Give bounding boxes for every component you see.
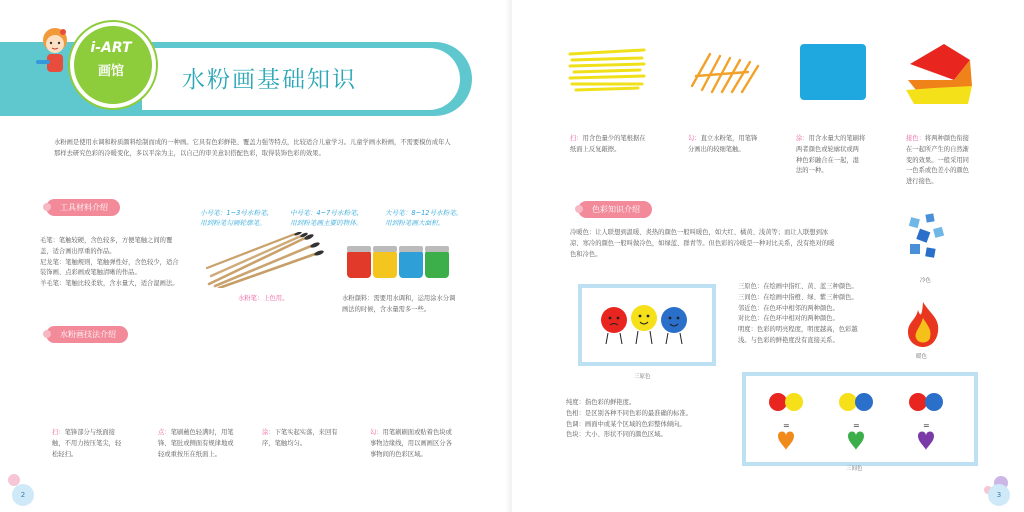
intro-paragraph: [54, 138, 494, 159]
color-definitions-2: [566, 398, 736, 441]
stroke-line: 纸面上反复敲擦。: [570, 145, 621, 153]
def-line: 色调：画面中或某个区域的色彩整体倾向。: [566, 420, 686, 428]
paint-caption-line: 画法的时候，含水量需多一些。: [342, 305, 431, 313]
warm-color-icon: [904, 300, 942, 348]
stroke-paint-desc: [796, 134, 880, 177]
svg-text:=: =: [783, 421, 790, 430]
stroke-line: 两者颜色或轮廓状或两: [796, 145, 859, 153]
stroke-line: 在一起所产生的自然渐: [906, 145, 969, 153]
technique-label: 勾：: [370, 429, 383, 436]
page-number-left: 2: [12, 484, 34, 506]
technique-sweep: [52, 428, 152, 460]
primary-colors-illustration: [590, 298, 704, 352]
para-line: 冷暖色：让人联想到温暖、炎热的颜色一般叫暖色，如大红、橘黄、浅黄等；而让人联想到冰: [570, 229, 829, 236]
intro-line: 那样去研究色彩的冷暖变化，多以平涂为主，以自己的审美意识搭配色彩，取得装饰色彩的效果。: [54, 149, 325, 157]
paint-caption: [342, 294, 482, 316]
intro-line: 水粉画是使用水调和粉质颜料绘制而成的一种画。它具有色彩鲜艳、覆盖力强等特点，比较适合儿童学习。儿童学画水粉画，不需要模仿成年人: [54, 139, 451, 146]
brush-desc-line: 毛笔：笔触较硬，含色较多，方便笔触之间的覆: [40, 237, 173, 244]
technique-line: 事物边缘线，用以画画区分各: [370, 439, 452, 447]
stroke-line: 分画出的较细笔触。: [688, 145, 745, 153]
warm-cold-paragraph: [570, 228, 870, 260]
brush-types-text: [40, 236, 200, 290]
technique-line: 事物间的色彩区域。: [370, 450, 427, 458]
page-title: 水粉画基础知识: [182, 67, 357, 93]
svg-text:=: =: [853, 421, 860, 430]
note-line: 小号笔：1~3号水粉笔，: [200, 209, 274, 217]
note-line: 用到粉笔画大面积。: [385, 219, 445, 227]
def-line: 纯度：指色彩的鲜艳度。: [566, 399, 636, 406]
stroke-line: 将两种颜色衔接: [924, 135, 969, 142]
stroke-line: 用含色量少的笔根据在: [582, 135, 646, 142]
stroke-blend-desc: [906, 134, 1002, 188]
right-page: [512, 0, 1024, 512]
brush-caption: [238, 294, 288, 305]
stroke-label: 接色：: [906, 135, 925, 142]
logo-subtext: 画馆: [97, 64, 124, 79]
technique-line: 序，笔触均匀。: [262, 439, 307, 447]
paint-stroke-sample: [800, 44, 866, 100]
technique-line: 下笔实起实落，来回有: [274, 429, 338, 436]
stroke-line: 直立水粉笔，用笔锋: [700, 135, 758, 142]
color-knowledge-tag: 色彩知识介绍: [578, 201, 652, 218]
brush-desc-line: 盖，适合画出厚重的作品。: [40, 247, 116, 255]
small-brush-note: [200, 208, 273, 228]
note-line: 用到粉笔画主要的物体。: [290, 219, 363, 227]
brush-desc-line: 羊毛笔：笔触比较柔软，含水量大，适合湿画法。: [40, 280, 179, 288]
stroke-outline-desc: [688, 134, 780, 156]
stroke-line: 用含水量大的笔刷将: [808, 135, 866, 142]
note-line: 中号笔：4~7号水粉笔，: [290, 209, 364, 217]
note-line: 大号笔：8~12号水粉笔，: [385, 209, 463, 217]
cold-color-icon: [904, 212, 950, 264]
para-line: 凉、寒冷的颜色一般叫做冷色，如绿蓝、群青等。但色彩的冷暖是一种对比关系，没有绝对的暖: [570, 239, 835, 247]
stroke-line: 变的效果。一般采用同: [906, 156, 969, 164]
stroke-line: 种色彩融合在一起，湿: [796, 156, 859, 164]
brushes-illustration: [205, 232, 325, 288]
logo-text: i-ART: [90, 40, 132, 56]
def-line: 色相：是区别各种不同色彩的最准确的标准。: [566, 409, 692, 417]
technique-line: 触，不用力按压笔尖，轻: [52, 439, 122, 447]
technique-line: 轻或重按压在纸面上。: [158, 450, 221, 458]
technique-dot: [158, 428, 268, 460]
stroke-sweep-desc: [570, 134, 670, 156]
brush-desc-line: 装饰画、点彩画或笔触清晰的作品。: [40, 269, 141, 277]
technique-paint: [262, 428, 352, 450]
paint-jars-illustration: [345, 236, 455, 286]
brush-desc-line: 尼龙笔：笔触规则，笔触弹性好，含色较少，适合: [40, 258, 179, 266]
secondary-colors-illustration: [752, 382, 968, 456]
primary-caption: 三原色: [634, 374, 651, 380]
technique-label: 扫：: [52, 429, 65, 436]
technique-line: 笔刷蘸色轻满时，用笔: [170, 429, 234, 436]
outline-stroke-sample: [688, 46, 760, 96]
def-line: 浅。与色彩的鲜艳度没有直接关系。: [738, 336, 839, 344]
technique-line: 锋、笔肚或侧面有规律地或: [158, 439, 234, 447]
blend-stroke-sample: [904, 40, 974, 106]
technique-line: 笔锋部分与纸面接: [64, 429, 115, 436]
brush-caption-text: 水粉笔：上色用。: [238, 295, 289, 302]
large-brush-note: [385, 208, 462, 228]
warm-caption: 暖色: [916, 354, 928, 360]
secondary-caption: 三间色: [846, 466, 863, 472]
technique-label: 涂：: [262, 429, 275, 436]
stroke-label: 涂：: [796, 135, 809, 142]
def-line: 明度：色彩的明亮程度，明度越高，色彩越: [738, 326, 858, 334]
note-line: 用到粉笔勾画轮廓笔。: [200, 219, 266, 227]
def-line: 对比色：在色环中相对的两种颜色。: [738, 315, 839, 323]
stroke-line: 一色系或色差小的颜色: [906, 167, 969, 175]
technique-line: 用笔刷刷面或贴着色块或: [382, 429, 452, 436]
sweep-stroke-sample: [568, 44, 646, 96]
technique-line: 松轻扫。: [52, 450, 78, 458]
stroke-line: 法的一种。: [796, 167, 828, 175]
secondary-colors-frame: [742, 372, 978, 466]
def-line: 三间色：在绘画中指橙、绿、紫三种颜色。: [738, 293, 858, 301]
para-line: 色和冷色。: [570, 250, 602, 258]
mid-brush-note: [290, 208, 363, 228]
def-line: 三原色：在绘画中指红、黄、蓝三种颜色。: [738, 283, 858, 290]
tools-tag: 工具材料介绍: [46, 199, 120, 216]
techniques-tag: 水粉画技法介绍: [46, 326, 128, 343]
primary-colors-frame: [578, 284, 716, 366]
def-line: 色块：大小、形状不同的颜色区域。: [566, 431, 667, 439]
color-definitions: [738, 282, 898, 347]
paint-caption-line: 水粉颜料：需要用水调和，运用涂水分调: [342, 295, 456, 302]
stroke-label: 扫：: [570, 135, 583, 142]
svg-text:=: =: [923, 421, 930, 430]
technique-label: 点：: [158, 429, 171, 436]
page-number-right: 3: [988, 484, 1010, 506]
def-line: 邻近色：在色环中相邻的两种颜色。: [738, 304, 839, 312]
cold-caption: 冷色: [920, 278, 932, 284]
stroke-line: 进行接色。: [906, 178, 938, 186]
technique-outline: [370, 428, 482, 460]
stroke-label: 勾：: [688, 135, 701, 142]
